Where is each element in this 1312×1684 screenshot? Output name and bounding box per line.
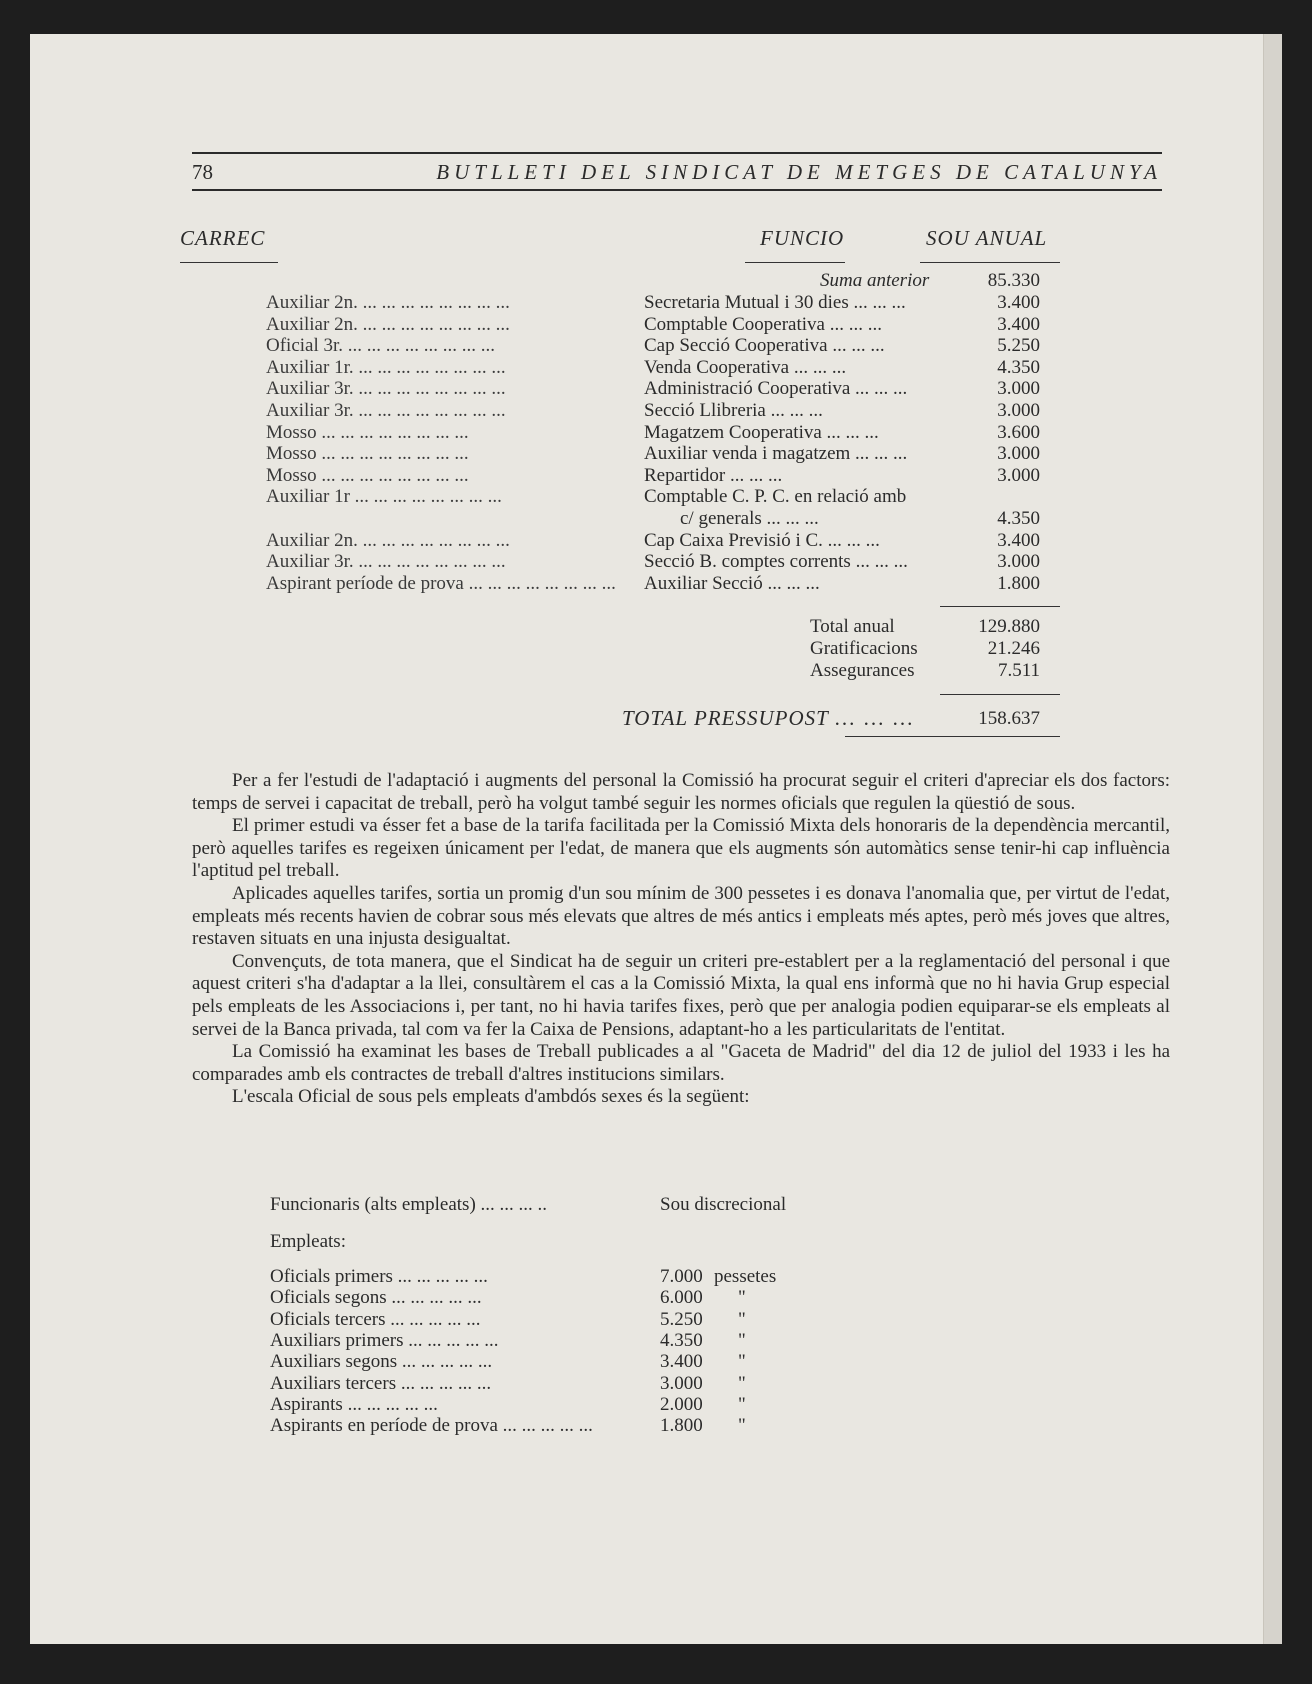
row-funcio: Administració Cooperativa ... ... ...	[644, 378, 908, 400]
row-carrec: Oficial 3r. ... ... ... ... ... ... ... ...	[266, 335, 496, 357]
scale-unit: "	[738, 1287, 746, 1309]
scale-label: Oficials tercers ... ... ... ... ...	[270, 1308, 481, 1330]
total-label: Gratificacions	[810, 638, 918, 659]
scale-value: 4.350	[660, 1329, 703, 1351]
row-carrec: Mosso ... ... ... ... ... ... ... ...	[266, 421, 469, 443]
scale-value: 5.250	[660, 1308, 703, 1330]
row-sou: 4.350	[997, 508, 1040, 529]
row-funcio: Cap Caixa Previsió i C. ... ... ...	[644, 529, 880, 551]
scale-label: Auxiliars tercers ... ... ... ... ...	[270, 1372, 492, 1394]
sum-rule	[940, 694, 1060, 695]
scale-unit: "	[738, 1372, 746, 1394]
row-funcio: Comptable C. P. C. en relació amb	[644, 486, 907, 508]
row-funcio: Secció B. comptes corrents ... ... ...	[644, 551, 908, 573]
row-carrec: Mosso ... ... ... ... ... ... ... ...	[266, 464, 469, 486]
suma-anterior-label: Suma anterior	[820, 270, 930, 291]
row-funcio: c/ generals ... ... ...	[680, 508, 819, 529]
row-funcio: Magatzem Cooperativa ... ... ...	[644, 421, 879, 443]
row-sou: 3.000	[997, 443, 1040, 465]
empleats-heading: Empleats:	[270, 1231, 346, 1252]
row-funcio: Venda Cooperativa ... ... ...	[644, 356, 847, 378]
row-sou: 3.400	[997, 529, 1040, 551]
total-label: Total anual	[810, 616, 895, 637]
scale-value: 6.000	[660, 1287, 703, 1309]
row-funcio: Auxiliar Secció ... ... ...	[644, 572, 820, 594]
scale-unit: "	[738, 1308, 746, 1330]
total-value: 21.246	[987, 638, 1040, 659]
row-sou: 3.400	[997, 313, 1040, 335]
scale-label: Oficials primers ... ... ... ... ...	[270, 1266, 488, 1287]
row-carrec: Auxiliar 3r. ... ... ... ... ... ... ... ...	[266, 551, 506, 573]
row-sou: 3.000	[997, 400, 1040, 421]
row-carrec: Auxiliar 2n. ... ... ... ... ... ... ... ...	[266, 313, 510, 335]
row-funcio: Repartidor ... ... ...	[644, 464, 783, 486]
scale-value: 1.800	[660, 1415, 703, 1437]
row-sou: 5.250	[997, 335, 1040, 357]
total-value: 7.511	[997, 660, 1040, 681]
row-funcio: Cap Secció Cooperativa ... ... ...	[644, 335, 885, 357]
scale-value: 3.400	[660, 1351, 703, 1373]
total-pressupost-text: TOTAL PRESSUPOST	[622, 706, 829, 730]
sum-rule	[940, 606, 1060, 607]
funcionaris-value: Sou discrecional	[660, 1194, 787, 1215]
paragraph: L'escala Oficial de sous pels empleats d'ambdós sexes és la següent:	[232, 1086, 750, 1108]
paragraph: Per a fer l'estudi de l'adaptació i augments del personal la Comissió ha procurat seguir el criteri d'apreciar els dos factors: temps de servei i capacitat de treball, però ha volgut també seguir les normes oficials que regulen la qüestió de sous.	[192, 770, 1170, 814]
scale-unit: "	[738, 1351, 746, 1373]
column-heading-sou: SOU ANUAL	[926, 226, 1048, 250]
body-text	[192, 770, 1170, 1109]
total-label: Assegurances	[810, 660, 915, 681]
row-carrec: Auxiliar 3r. ... ... ... ... ... ... ... ...	[266, 378, 506, 400]
row-sou: 3.000	[997, 464, 1040, 486]
column-heading-funcio: FUNCIO	[760, 226, 845, 250]
row-carrec: Auxiliar 1r ... ... ... ... ... ... ... ...	[266, 486, 502, 508]
document-page	[30, 34, 1282, 1644]
column-underline	[920, 262, 1060, 263]
scale-unit: "	[738, 1393, 746, 1415]
row-carrec: Auxiliar 2n. ... ... ... ... ... ... ... ...	[266, 529, 510, 551]
total-pressupost-label: TOTAL PRESSUPOST ... ... ...	[622, 706, 915, 730]
running-header	[192, 152, 1162, 191]
row-sou: 4.350	[997, 356, 1040, 378]
row-carrec: Mosso ... ... ... ... ... ... ... ...	[266, 443, 469, 465]
scale-unit: "	[738, 1329, 746, 1351]
scale-label: Auxiliars primers ... ... ... ... ...	[270, 1329, 499, 1351]
scale-label: Auxiliars segons ... ... ... ... ...	[270, 1351, 493, 1373]
paragraph: Aplicades aquelles tarifes, sortia un promig d'un sou mínim de 300 pessetes i es donava l'anomalia que, per virtut de l'edat, empleats més recents havien de cobrar sous més elevats que altres de més antics i empleats més aptes, però més joves que altres, restaven situats en una injusta desigualtat.	[192, 882, 1170, 950]
scale-label: Aspirants ... ... ... ... ...	[270, 1393, 438, 1415]
scale-unit: "	[738, 1415, 746, 1437]
suma-anterior-value: 85.330	[987, 270, 1040, 291]
row-sou: 1.800	[997, 572, 1040, 594]
column-underline	[745, 262, 845, 263]
row-sou: 3.000	[997, 551, 1040, 573]
scale-label: Aspirants en període de prova ... ... ... ... ...	[270, 1415, 593, 1437]
journal-title: BUTLLETI DEL SINDICAT DE METGES DE CATALUNYA	[436, 160, 1162, 184]
row-carrec: Auxiliar 3r. ... ... ... ... ... ... ... ...	[266, 400, 506, 421]
scale-label: Oficials segons ... ... ... ... ...	[270, 1287, 482, 1309]
paragraph: Convençuts, de tota manera, que el Sindicat ha de seguir un criteri pre-establert per a la reglamentació del personal i que aquest criteri s'ha d'adaptar a la llei, consultàrem el cas a la Comissió Mixta, la qual ens informà que no hi havia Grup especial pels empleats de les Associacions i, per tant, no hi havia tarifes fixes, però que per analogia podien equiparar-se els empleats al servei de la Banca privada, tal com va fer la Caixa de Pensions, adaptant-ho a les particularitats de l'entitat.	[192, 950, 1170, 1040]
row-carrec: Auxiliar 1r. ... ... ... ... ... ... ... ...	[266, 356, 506, 378]
funcionaris-label: Funcionaris (alts empleats) ... ... ... ..	[270, 1194, 548, 1215]
row-funcio: Comptable Cooperativa ... ... ...	[644, 313, 882, 335]
row-funcio: Secretaria Mutual i 30 dies ... ... ...	[644, 292, 906, 313]
row-sou: 3.000	[997, 378, 1040, 400]
total-value: 129.880	[978, 616, 1040, 637]
row-carrec: Aspirant període de prova ... ... ... ... ... ... ... ...	[266, 572, 616, 594]
row-funcio: Auxiliar venda i magatzem ... ... ...	[644, 443, 908, 465]
row-funcio: Secció Llibreria ... ... ...	[644, 400, 823, 421]
column-underline	[180, 262, 278, 263]
total-pressupost-value: 158.637	[978, 708, 1040, 729]
funcionaris-text: Funcionaris (alts empleats)	[270, 1194, 476, 1215]
page-number: 78	[192, 160, 213, 184]
row-carrec: Auxiliar 2n. ... ... ... ... ... ... ... ...	[266, 292, 510, 313]
scale-unit: pessetes	[714, 1266, 777, 1287]
page-spine	[1263, 34, 1282, 1644]
total-rule	[845, 736, 1060, 737]
row-sou: 3.400	[997, 292, 1040, 313]
scale-value: 3.000	[660, 1372, 703, 1394]
paragraph: El primer estudi va ésser fet a base de la tarifa facilitada per la Comissió Mixta dels honoraris de la dependència mercantil, però aquelles tarifes es regeixen únicament per l'edat, de manera que els augments són automàtics sense tenir-hi cap influència l'aptitud pel treball.	[192, 815, 1170, 882]
scale-value: 2.000	[660, 1393, 703, 1415]
header-rule-bottom	[192, 189, 1162, 191]
row-sou: 3.600	[997, 421, 1040, 443]
column-heading-carrec: CARREC	[180, 226, 266, 250]
scale-value: 7.000	[660, 1266, 703, 1287]
paragraph: La Comissió ha examinat les bases de Treball publicades a al "Gaceta de Madrid" del dia 12 de juliol del 1933 i les ha comparades amb els contractes de treball d'altres institucions similars.	[192, 1041, 1170, 1085]
